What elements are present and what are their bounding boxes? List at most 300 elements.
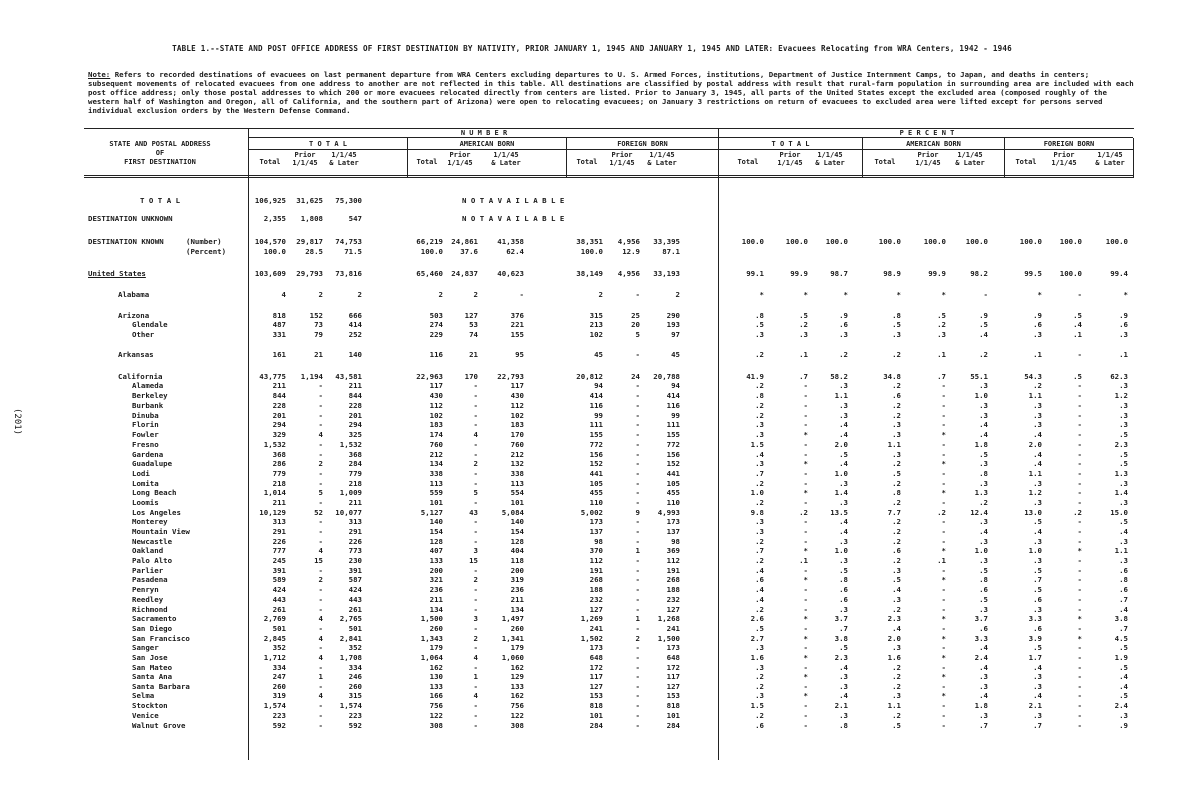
table-cell: - — [635, 595, 640, 604]
table-cell: 236 — [429, 585, 443, 594]
table-cell: - — [318, 411, 323, 420]
table-cell: 1.3 — [1114, 469, 1128, 478]
not-available-text: N O T A V A I L A B L E — [462, 214, 565, 223]
table-cell: - — [635, 420, 640, 429]
table-cell: 200 — [429, 566, 443, 575]
row-label: Berkeley — [132, 391, 168, 400]
table-cell: 116 — [589, 401, 603, 410]
table-cell: .2 — [755, 381, 764, 390]
table-cell: 40,623 — [497, 269, 524, 278]
table-cell: .4 — [839, 430, 848, 439]
row-label: California — [118, 372, 163, 381]
table-cell: .5 — [1073, 372, 1082, 381]
table-cell: .3 — [892, 595, 901, 604]
table-cell: 211 — [272, 498, 286, 507]
table-cell: 155 — [510, 330, 524, 339]
table-cell: 127 — [666, 682, 680, 691]
table-cell: - — [1077, 682, 1082, 691]
table-cell: - — [635, 575, 640, 584]
table-cell: .1 — [799, 556, 808, 565]
table-cell: 1.6 — [750, 653, 764, 662]
table-cell: 161 — [272, 350, 286, 359]
table-cell: - — [318, 401, 323, 410]
table-cell: 152 — [589, 459, 603, 468]
table-cell: 252 — [348, 330, 362, 339]
table-cell: - — [803, 701, 808, 710]
table-cell: 1,708 — [339, 653, 362, 662]
table-cell: .7 — [1119, 595, 1128, 604]
table-cell: 38,149 — [576, 269, 603, 278]
table-note — [88, 70, 1138, 115]
table-cell: 58.2 — [830, 372, 848, 381]
table-cell: - — [635, 624, 640, 633]
table-cell: 1,500 — [657, 634, 680, 643]
table-cell: * — [941, 546, 946, 555]
table-cell: .4 — [839, 527, 848, 536]
table-cell: 211 — [272, 381, 286, 390]
table-cell: .3 — [799, 330, 808, 339]
table-cell: - — [635, 498, 640, 507]
table-cell: - — [635, 459, 640, 468]
table-cell: - — [318, 450, 323, 459]
table-cell: - — [635, 527, 640, 536]
table-cell: - — [473, 537, 478, 546]
table-cell: .2 — [799, 508, 808, 517]
table-cell: 100.0 — [1059, 237, 1082, 246]
table-cell: .2 — [892, 663, 901, 672]
table-cell: - — [1077, 672, 1082, 681]
table-cell: 756 — [429, 701, 443, 710]
table-cell: .5 — [1073, 311, 1082, 320]
table-cell: - — [318, 595, 323, 604]
table-cell: .3 — [937, 330, 946, 339]
table-cell: - — [635, 672, 640, 681]
table-cell: - — [635, 391, 640, 400]
table-cell: 1.1 — [834, 391, 848, 400]
row-label: Florin — [132, 420, 159, 429]
table-cell: 173 — [589, 643, 603, 652]
table-cell: .9 — [1033, 311, 1042, 320]
table-cell: 2.4 — [1114, 701, 1128, 710]
table-cell: - — [1077, 430, 1082, 439]
table-cell: 487 — [272, 320, 286, 329]
table-cell: 3 — [473, 546, 478, 555]
table-cell: .3 — [839, 479, 848, 488]
table-cell: 261 — [272, 605, 286, 614]
table-cell: 117 — [429, 381, 443, 390]
table-cell: 391 — [348, 566, 362, 575]
table-cell: 4 — [318, 634, 323, 643]
subheader-prior: Prior 1/1/45 — [915, 151, 941, 167]
table-cell: .2 — [892, 517, 901, 526]
row-label: Oakland — [132, 546, 164, 555]
table-cell: - — [318, 469, 323, 478]
table-cell: 100.0 — [420, 247, 443, 256]
table-cell: 101 — [429, 498, 443, 507]
table-cell: .4 — [892, 624, 901, 633]
subheader-total: Total — [1015, 158, 1037, 166]
table-cell: .2 — [892, 527, 901, 536]
table-cell: 1.0 — [834, 546, 848, 555]
table-cell: 201 — [348, 411, 362, 420]
table-cell: 232 — [589, 595, 603, 604]
table-cell: - — [473, 711, 478, 720]
table-cell: .3 — [839, 537, 848, 546]
table-cell: - — [803, 381, 808, 390]
table-cell: 111 — [589, 420, 603, 429]
table-cell: 140 — [510, 517, 524, 526]
table-cell: 54.3 — [1024, 372, 1042, 381]
subheader-total: Total — [874, 158, 896, 166]
table-cell: - — [473, 440, 478, 449]
row-label: Mountain View — [132, 527, 190, 536]
table-cell: 134 — [429, 459, 443, 468]
table-cell: - — [1077, 585, 1082, 594]
row-label: Walnut Grove — [132, 721, 186, 730]
table-cell: - — [803, 527, 808, 536]
table-cell: .8 — [892, 311, 901, 320]
table-cell: .3 — [1119, 711, 1128, 720]
table-cell: 21 — [469, 350, 478, 359]
table-cell: 153 — [666, 691, 680, 700]
table-cell: - — [635, 605, 640, 614]
table-cell: .2 — [892, 459, 901, 468]
table-cell: 98.7 — [830, 269, 848, 278]
table-cell: 331 — [272, 330, 286, 339]
table-cell: 133 — [510, 682, 524, 691]
table-cell: .9 — [979, 311, 988, 320]
table-cell: - — [473, 498, 478, 507]
table-cell: 666 — [348, 311, 362, 320]
row-label: Richmond — [132, 605, 168, 614]
table-cell: .3 — [979, 537, 988, 546]
table-cell: 319 — [510, 575, 524, 584]
table-cell: - — [318, 585, 323, 594]
table-cell: 559 — [429, 488, 443, 497]
table-cell: 2 — [473, 459, 478, 468]
table-cell: - — [803, 479, 808, 488]
table-cell: .2 — [755, 682, 764, 691]
table-cell: - — [941, 479, 946, 488]
table-cell: .3 — [839, 605, 848, 614]
table-cell: .3 — [1119, 381, 1128, 390]
table-cell: - — [1077, 479, 1082, 488]
table-cell: 1.0 — [834, 469, 848, 478]
table-cell: .3 — [755, 663, 764, 672]
table-cell: 1.7 — [1028, 653, 1042, 662]
table-cell: 98.2 — [970, 269, 988, 278]
table-cell: 112 — [510, 401, 524, 410]
table-cell: .3 — [839, 672, 848, 681]
table-cell: 62.3 — [1110, 372, 1128, 381]
table-cell: - — [318, 381, 323, 390]
table-cell: .1 — [799, 350, 808, 359]
table-cell: 223 — [272, 711, 286, 720]
table-cell: 1,268 — [657, 614, 680, 623]
table-cell: 29,793 — [296, 269, 323, 278]
table-cell: - — [941, 537, 946, 546]
table-cell: - — [803, 682, 808, 691]
table-cell: * — [941, 459, 946, 468]
table-cell: 128 — [429, 537, 443, 546]
table-cell: - — [473, 391, 478, 400]
table-cell: 211 — [429, 595, 443, 604]
table-cell: 98.9 — [883, 269, 901, 278]
table-cell: .3 — [755, 691, 764, 700]
percent-header: P E R C E N T — [899, 129, 955, 137]
table-cell: .5 — [1033, 643, 1042, 652]
table-cell: - — [803, 643, 808, 652]
table-cell: .4 — [1119, 682, 1128, 691]
table-cell: - — [803, 517, 808, 526]
table-cell: 404 — [510, 546, 524, 555]
table-cell: 2.0 — [834, 440, 848, 449]
table-cell: .4 — [979, 663, 988, 672]
table-cell: .4 — [979, 691, 988, 700]
table-cell: 2 — [438, 290, 443, 299]
table-cell: 424 — [272, 585, 286, 594]
table-cell: .3 — [979, 605, 988, 614]
table-cell: 414 — [666, 391, 680, 400]
table-cell: 2.6 — [750, 614, 764, 623]
table-cell: 4.5 — [1114, 634, 1128, 643]
table-cell: - — [941, 701, 946, 710]
table-cell: 294 — [272, 420, 286, 429]
table-cell: .4 — [979, 430, 988, 439]
table-cell: 71.5 — [344, 247, 362, 256]
table-cell: 101 — [510, 498, 524, 507]
table-cell: * — [803, 691, 808, 700]
table-cell: 162 — [510, 691, 524, 700]
table-cell: 154 — [510, 527, 524, 536]
table-cell: 172 — [666, 663, 680, 672]
table-cell: * — [803, 488, 808, 497]
table-cell: 315 — [348, 691, 362, 700]
table-cell: - — [473, 701, 478, 710]
table-cell: - — [941, 381, 946, 390]
table-cell: .3 — [979, 401, 988, 410]
table-cell: .4 — [1033, 459, 1042, 468]
table-cell: - — [941, 440, 946, 449]
table-cell: 179 — [510, 643, 524, 652]
table-cell: 368 — [348, 450, 362, 459]
table-cell: 15 — [314, 556, 323, 565]
row-label: Sacramento — [132, 614, 177, 623]
table-cell: .4 — [755, 585, 764, 594]
table-cell: 1,574 — [263, 701, 286, 710]
table-cell: .8 — [1119, 575, 1128, 584]
table-cell: 1.0 — [974, 546, 988, 555]
table-cell: .2 — [1073, 508, 1082, 517]
table-cell: - — [941, 498, 946, 507]
table-cell: .9 — [1119, 721, 1128, 730]
table-cell: 15.0 — [1110, 508, 1128, 517]
row-label: Arizona — [118, 311, 150, 320]
table-cell: 87.1 — [662, 247, 680, 256]
table-cell: .1 — [937, 350, 946, 359]
table-cell: 3.7 — [834, 614, 848, 623]
row-label: San Francisco — [132, 634, 190, 643]
table-cell: .6 — [1033, 624, 1042, 633]
table-cell: - — [635, 711, 640, 720]
table-cell: 21 — [314, 350, 323, 359]
table-cell: 200 — [510, 566, 524, 575]
table-cell: 441 — [666, 469, 680, 478]
table-cell: .2 — [892, 672, 901, 681]
table-cell: 97 — [671, 330, 680, 339]
table-cell: 4,993 — [657, 508, 680, 517]
table-cell: .3 — [755, 420, 764, 429]
table-cell: .5 — [1119, 430, 1128, 439]
table-cell: .3 — [755, 430, 764, 439]
table-cell: * — [803, 459, 808, 468]
table-cell: * — [941, 634, 946, 643]
table-cell: - — [803, 391, 808, 400]
table-cell: 501 — [272, 624, 286, 633]
table-cell: 33,193 — [653, 269, 680, 278]
table-cell: 1,532 — [263, 440, 286, 449]
table-cell: 191 — [589, 566, 603, 575]
table-cell: * — [896, 290, 901, 299]
table-cell: 45 — [671, 350, 680, 359]
table-cell: .6 — [1119, 566, 1128, 575]
table-cell: 5 — [318, 488, 323, 497]
table-cell: .2 — [979, 498, 988, 507]
table-cell: 1.0 — [750, 488, 764, 497]
row-label: Arkansas — [118, 350, 154, 359]
table-cell: * — [1077, 634, 1082, 643]
table-cell: 4 — [318, 546, 323, 555]
table-cell: 246 — [348, 672, 362, 681]
table-cell: 12.4 — [970, 508, 988, 517]
table-cell: 156 — [666, 450, 680, 459]
table-cell: 229 — [429, 330, 443, 339]
table-cell: 3.3 — [1028, 614, 1042, 623]
table-cell: 2.7 — [750, 634, 764, 643]
table-cell: 162 — [510, 663, 524, 672]
table-cell: * — [941, 614, 946, 623]
table-cell: 1.1 — [1028, 469, 1042, 478]
table-cell: - — [635, 450, 640, 459]
table-cell: .4 — [1119, 527, 1128, 536]
table-cell: 99.4 — [1110, 269, 1128, 278]
table-cell: 260 — [348, 682, 362, 691]
table-cell: .2 — [892, 556, 901, 565]
table-cell: .2 — [892, 682, 901, 691]
table-cell: .2 — [937, 508, 946, 517]
table-cell: .5 — [979, 320, 988, 329]
table-cell: 45 — [594, 350, 603, 359]
table-cell: - — [318, 663, 323, 672]
table-cell: 1.1 — [887, 701, 901, 710]
table-cell: - — [1077, 459, 1082, 468]
table-cell: * — [1123, 290, 1128, 299]
table-cell: .3 — [839, 711, 848, 720]
table-cell: - — [635, 517, 640, 526]
row-label: Burbank — [132, 401, 164, 410]
table-cell: - — [1077, 527, 1082, 536]
table-cell: .4 — [1033, 450, 1042, 459]
table-cell: .7 — [755, 546, 764, 555]
table-cell: .1 — [1119, 350, 1128, 359]
table-cell: 65,460 — [416, 269, 443, 278]
table-cell: .2 — [892, 411, 901, 420]
table-cell: 118 — [510, 556, 524, 565]
table-cell: .2 — [892, 350, 901, 359]
table-cell: 1,269 — [580, 614, 603, 623]
table-cell: 25 — [631, 311, 640, 320]
table-cell: 111 — [666, 420, 680, 429]
table-cell: 22,963 — [416, 372, 443, 381]
table-cell: .5 — [892, 320, 901, 329]
table-cell: - — [635, 691, 640, 700]
table-cell: 117 — [666, 672, 680, 681]
table-cell: - — [473, 517, 478, 526]
table-cell: 1,500 — [420, 614, 443, 623]
table-cell: 245 — [272, 556, 286, 565]
number-header: N U M B E R — [460, 129, 508, 137]
table-cell: 140 — [429, 517, 443, 526]
subheader-total: Total — [416, 158, 438, 166]
table-cell: 94 — [671, 381, 680, 390]
table-cell: 122 — [429, 711, 443, 720]
table-cell: 228 — [348, 401, 362, 410]
table-cell: 134 — [510, 605, 524, 614]
table-cell: 424 — [348, 585, 362, 594]
table-cell: 28.5 — [305, 247, 323, 256]
table-cell: - — [318, 605, 323, 614]
table-cell: .3 — [1033, 682, 1042, 691]
table-cell: 554 — [510, 488, 524, 497]
table-cell: .5 — [1033, 585, 1042, 594]
table-cell: 155 — [589, 430, 603, 439]
row-label: Long Beach — [132, 488, 177, 497]
table-cell: 12.9 — [622, 247, 640, 256]
table-cell: 2.0 — [1028, 440, 1042, 449]
table-cell: .3 — [1119, 498, 1128, 507]
table-cell: - — [473, 605, 478, 614]
table-cell: 137 — [666, 527, 680, 536]
table-cell: 99.1 — [746, 269, 764, 278]
table-cell: .4 — [1033, 663, 1042, 672]
table-cell: - — [803, 663, 808, 672]
table-cell: 4 — [473, 653, 478, 662]
table-cell: 172 — [589, 663, 603, 672]
table-cell: - — [1077, 350, 1082, 359]
table-cell: .3 — [1033, 420, 1042, 429]
table-cell: - — [473, 469, 478, 478]
table-cell: 2.0 — [887, 634, 901, 643]
table-cell: .3 — [1033, 672, 1042, 681]
table-cell: .2 — [799, 320, 808, 329]
table-cell: 2 — [675, 290, 680, 299]
table-cell: 105 — [666, 479, 680, 488]
table-cell: 236 — [510, 585, 524, 594]
table-cell: 407 — [429, 546, 443, 555]
row-label: Fresno — [132, 440, 159, 449]
table-cell: 2.3 — [1114, 440, 1128, 449]
table-cell: 100.0 — [580, 247, 603, 256]
table-cell: - — [1077, 381, 1082, 390]
table-cell: .3 — [839, 682, 848, 691]
table-cell: .4 — [1073, 320, 1082, 329]
table-cell: - — [941, 585, 946, 594]
table-cell: .3 — [839, 381, 848, 390]
table-cell: 193 — [666, 320, 680, 329]
row-label: Glendale — [132, 320, 168, 329]
table-cell: 154 — [429, 527, 443, 536]
row-label: United States — [88, 269, 146, 278]
